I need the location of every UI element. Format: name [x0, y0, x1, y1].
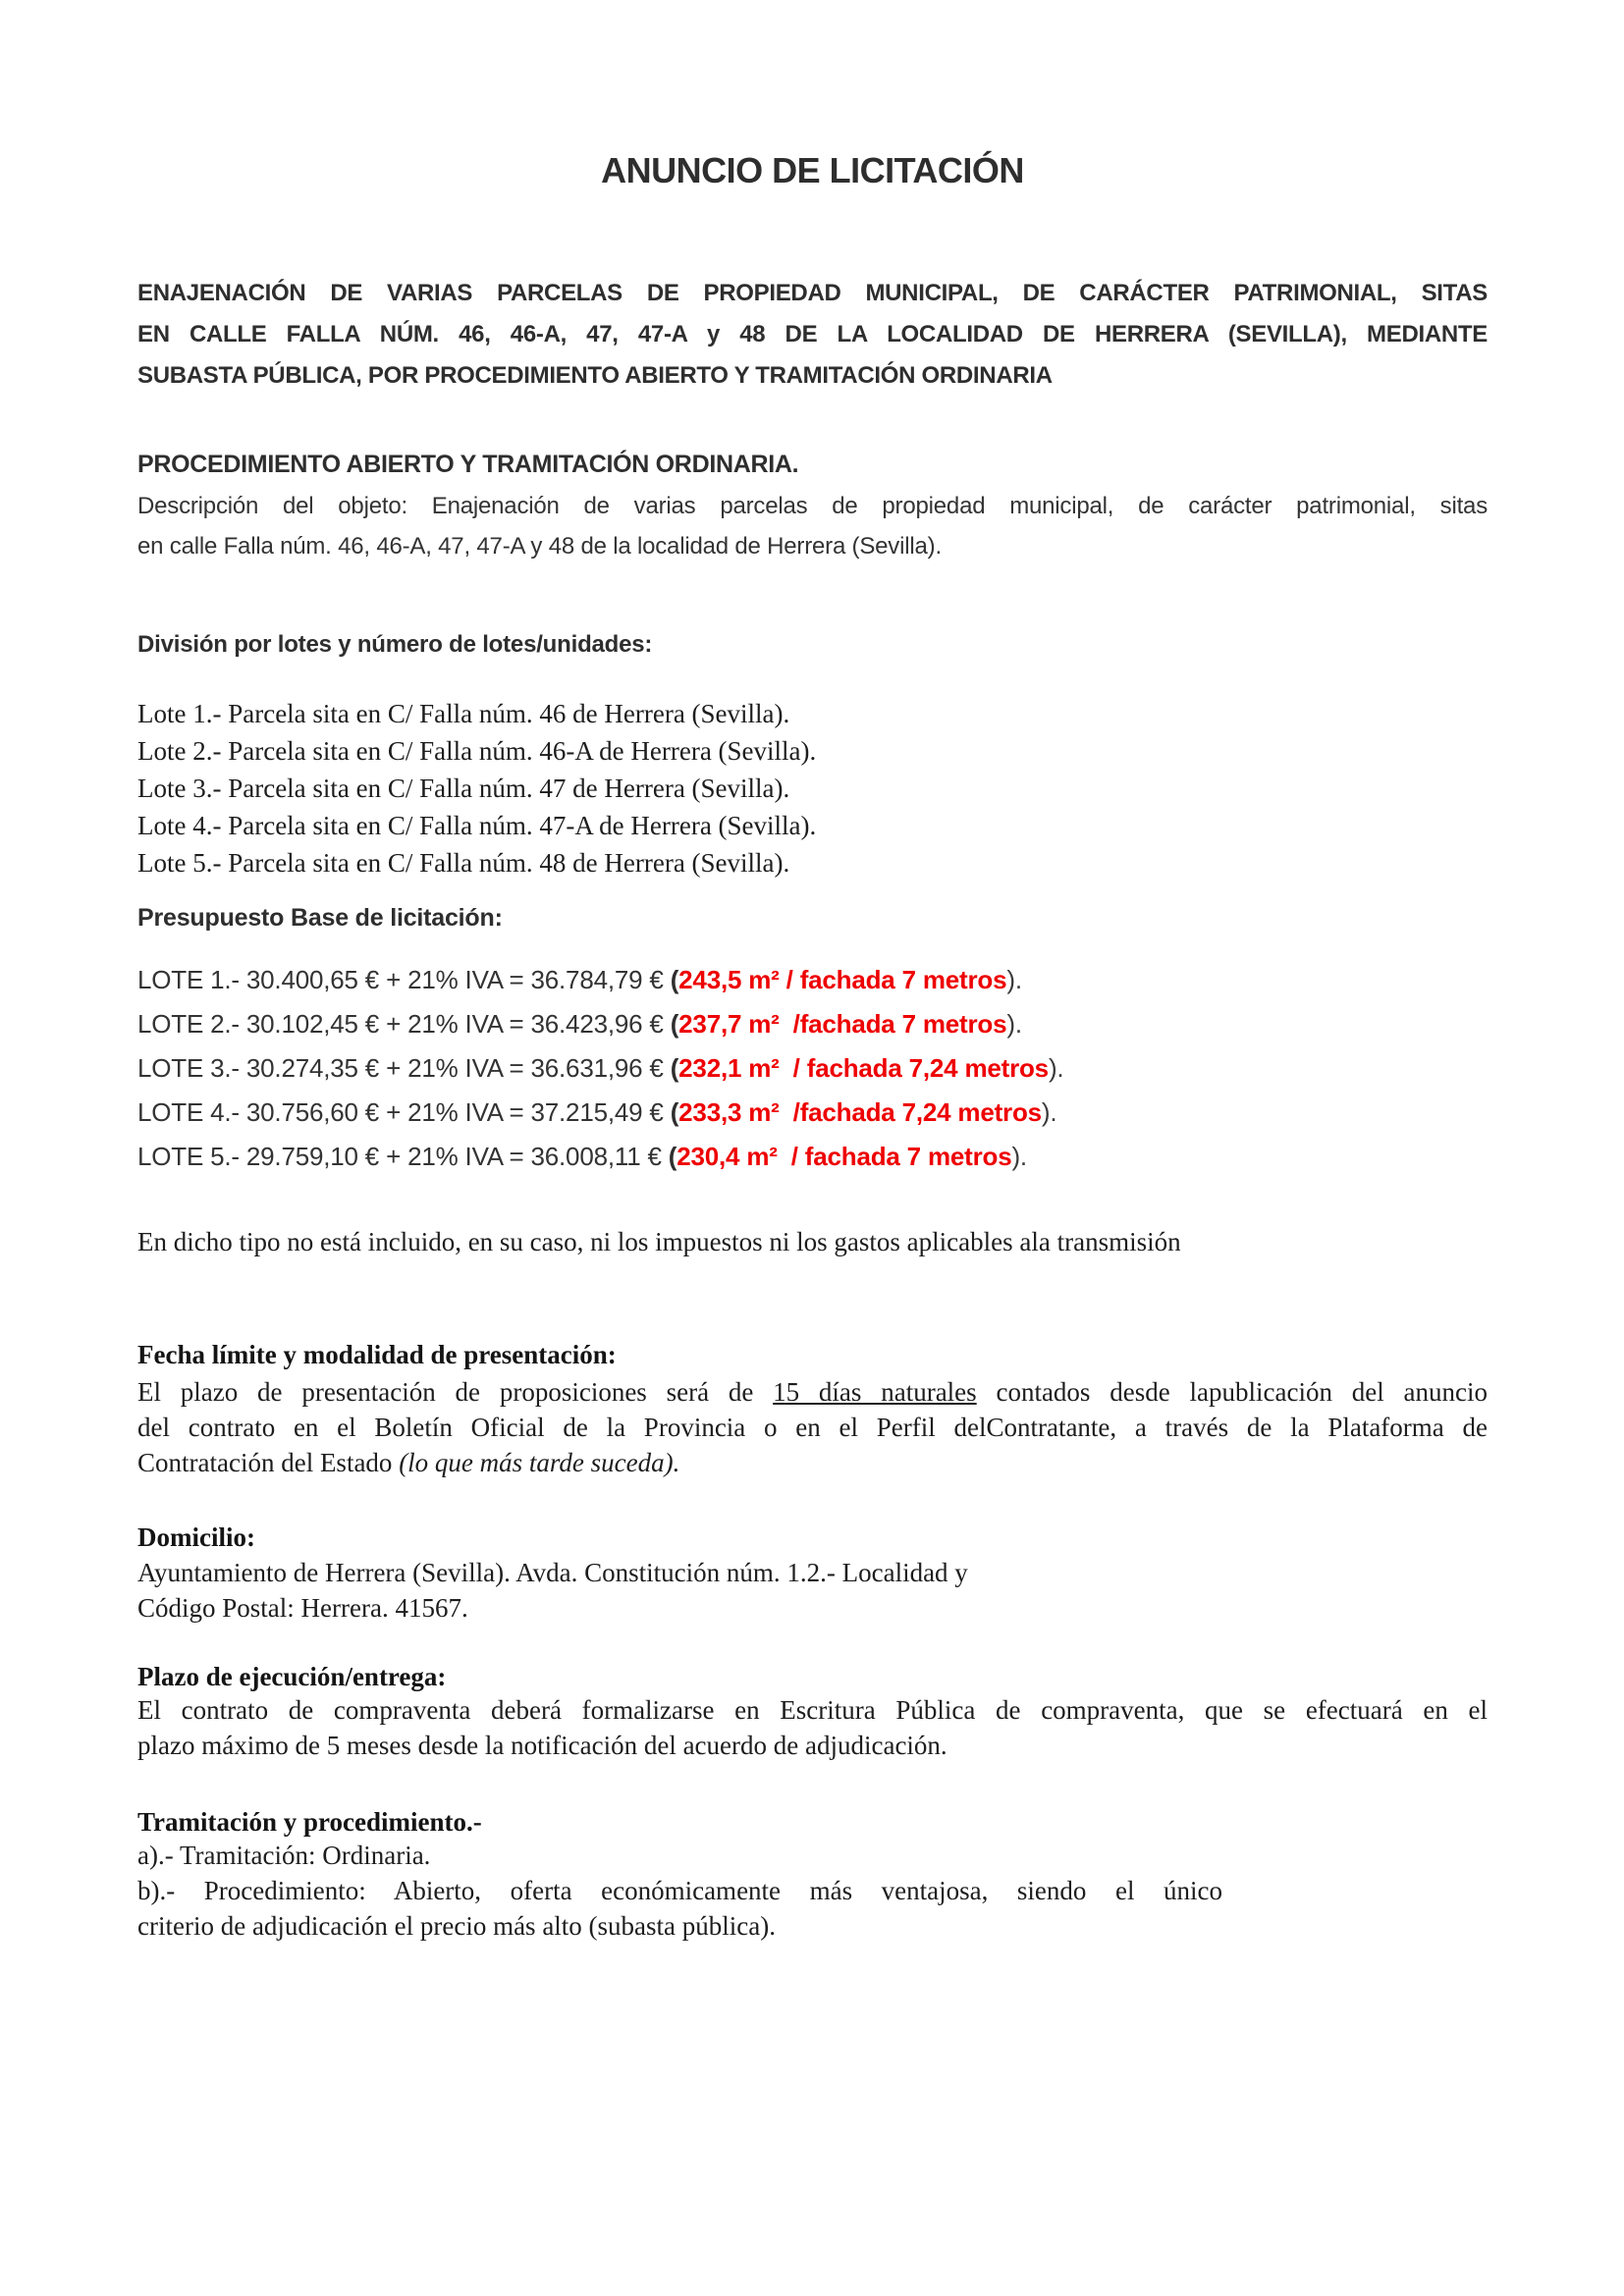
budget-line: [137, 1091, 1488, 1135]
lote-item: Lote 4.- Parcela sita en C/ Falla núm. 47-A de Herrera (Sevilla).: [137, 811, 817, 840]
fecha-line: [137, 1445, 1488, 1480]
presupuesto-lines: [137, 958, 1488, 1179]
domicilio-line: Código Postal: Herrera. 41567.: [137, 1593, 468, 1623]
budget-highlight: 243,5 m² / fachada 7 metros: [678, 965, 1007, 994]
budget-line: [137, 1046, 1488, 1091]
domicilio-line: Ayuntamiento de Herrera (Sevilla). Avda. Constitución núm. 1.2.- Localidad y: [137, 1558, 968, 1587]
tramitacion-body: [137, 1838, 1488, 1944]
fecha-italic-note: (lo que más tarde suceda).: [399, 1448, 680, 1477]
plazo-heading: Plazo de ejecución/entrega:: [137, 1662, 447, 1691]
subject-line: EN CALLE FALLA NÚM. 46, 46-A, 47, 47-A y 48 DE LA LOCALIDAD DE HERRERA (SEVILLA), MEDIANTE: [137, 321, 1488, 347]
paren-open: (: [670, 1009, 679, 1039]
deadline-underlined: 15 días naturales: [773, 1377, 977, 1407]
domicilio-body: [137, 1555, 1488, 1626]
division-heading: División por lotes y número de lotes/unidades:: [137, 631, 653, 658]
fecha-body: [137, 1374, 1488, 1480]
plazo-line: El contrato de compraventa deberá formalizarse en Escritura Pública de compraventa, que se efectuará en el: [137, 1695, 1488, 1725]
budget-line: [137, 958, 1488, 1002]
subject-line: SUBASTA PÚBLICA, POR PROCEDIMIENTO ABIERTO Y TRAMITACIÓN ORDINARIA: [137, 362, 1053, 389]
presupuesto-heading: Presupuesto Base de licitación:: [137, 904, 503, 932]
plazo-body: [137, 1692, 1488, 1763]
lote-item: Lote 1.- Parcela sita en C/ Falla núm. 46 de Herrera (Sevilla).: [137, 699, 790, 728]
tax-note: En dicho tipo no está incluido, en su caso, ni los impuestos ni los gastos aplicables ala transmisión: [137, 1227, 1181, 1256]
paren-open: (: [670, 965, 679, 994]
budget-amount: LOTE 4.- 30.756,60 € + 21% IVA = 37.215,49 €: [137, 1097, 671, 1127]
domicilio-heading: Domicilio:: [137, 1522, 255, 1552]
lote-item: Lote 3.- Parcela sita en C/ Falla núm. 47 de Herrera (Sevilla).: [137, 774, 790, 803]
plazo-line: plazo máximo de 5 meses desde la notificación del acuerdo de adjudicación.: [137, 1731, 947, 1760]
budget-highlight: 237,7 m² /fachada 7 metros: [678, 1009, 1007, 1039]
tramitacion-heading: Tramitación y procedimiento.-: [137, 1807, 482, 1837]
budget-highlight: 233,3 m² /fachada 7,24 metros: [678, 1097, 1042, 1127]
budget-amount: LOTE 3.- 30.274,35 € + 21% IVA = 36.631,96 €: [137, 1053, 671, 1083]
procedimiento-description: [137, 486, 1488, 566]
budget-amount: LOTE 1.- 30.400,65 € + 21% IVA = 36.784,79 €: [137, 965, 671, 994]
subject-line: ENAJENACIÓN DE VARIAS PARCELAS DE PROPIEDAD MUNICIPAL, DE CARÁCTER PATRIMONIAL, SITAS: [137, 280, 1488, 306]
budget-highlight: 232,1 m² / fachada 7,24 metros: [678, 1053, 1049, 1083]
lotes-list: [137, 695, 1488, 881]
fecha-text: Contratación del Estado: [137, 1448, 400, 1477]
paren-open: (: [668, 1142, 677, 1171]
description-line: Descripción del objeto: Enajenación de varias parcelas de propiedad municipal, de carácter patrimonial, sitas: [137, 493, 1488, 519]
fecha-line: [137, 1374, 1488, 1410]
paren-open: (: [670, 1053, 679, 1083]
fecha-line: del contrato en el Boletín Oficial de la Provincia o en el Perfil delContratante, a través de la Plataforma de: [137, 1413, 1488, 1442]
fecha-text: El plazo de presentación de proposiciones será de: [137, 1377, 774, 1407]
budget-amount: LOTE 2.- 30.102,45 € + 21% IVA = 36.423,96 €: [137, 1009, 671, 1039]
fecha-heading: Fecha límite y modalidad de presentación:: [137, 1340, 617, 1369]
lote-item: Lote 2.- Parcela sita en C/ Falla núm. 46-A de Herrera (Sevilla).: [137, 736, 817, 766]
tramitacion-line-a: a).- Tramitación: Ordinaria.: [137, 1841, 431, 1870]
paren-close: ).: [1011, 1142, 1027, 1171]
budget-line: [137, 1002, 1488, 1046]
tramitacion-line-c: criterio de adjudicación el precio más alto (subasta pública).: [137, 1911, 776, 1941]
description-line: en calle Falla núm. 46, 46-A, 47, 47-A y 48 de la localidad de Herrera (Sevilla).: [137, 533, 942, 560]
fecha-text: contados desde lapublicación del anuncio: [976, 1377, 1488, 1407]
subject-paragraph: [137, 273, 1488, 397]
budget-line: [137, 1135, 1488, 1179]
tramitacion-line-b: b).- Procedimiento: Abierto, oferta económicamente más ventajosa, siendo el único: [137, 1876, 1222, 1905]
document-title: ANUNCIO DE LICITACIÓN: [601, 150, 1024, 190]
lote-item: Lote 5.- Parcela sita en C/ Falla núm. 48 de Herrera (Sevilla).: [137, 848, 790, 878]
budget-highlight: 230,4 m² / fachada 7 metros: [677, 1142, 1012, 1171]
paren-close: ).: [1041, 1097, 1057, 1127]
budget-amount: LOTE 5.- 29.759,10 € + 21% IVA = 36.008,11 €: [137, 1142, 669, 1171]
paren-close: ).: [1006, 965, 1022, 994]
paren-close: ).: [1006, 1009, 1022, 1039]
paren-open: (: [670, 1097, 679, 1127]
procedimiento-heading: PROCEDIMIENTO ABIERTO Y TRAMITACIÓN ORDINARIA.: [137, 451, 799, 478]
paren-close: ).: [1048, 1053, 1064, 1083]
